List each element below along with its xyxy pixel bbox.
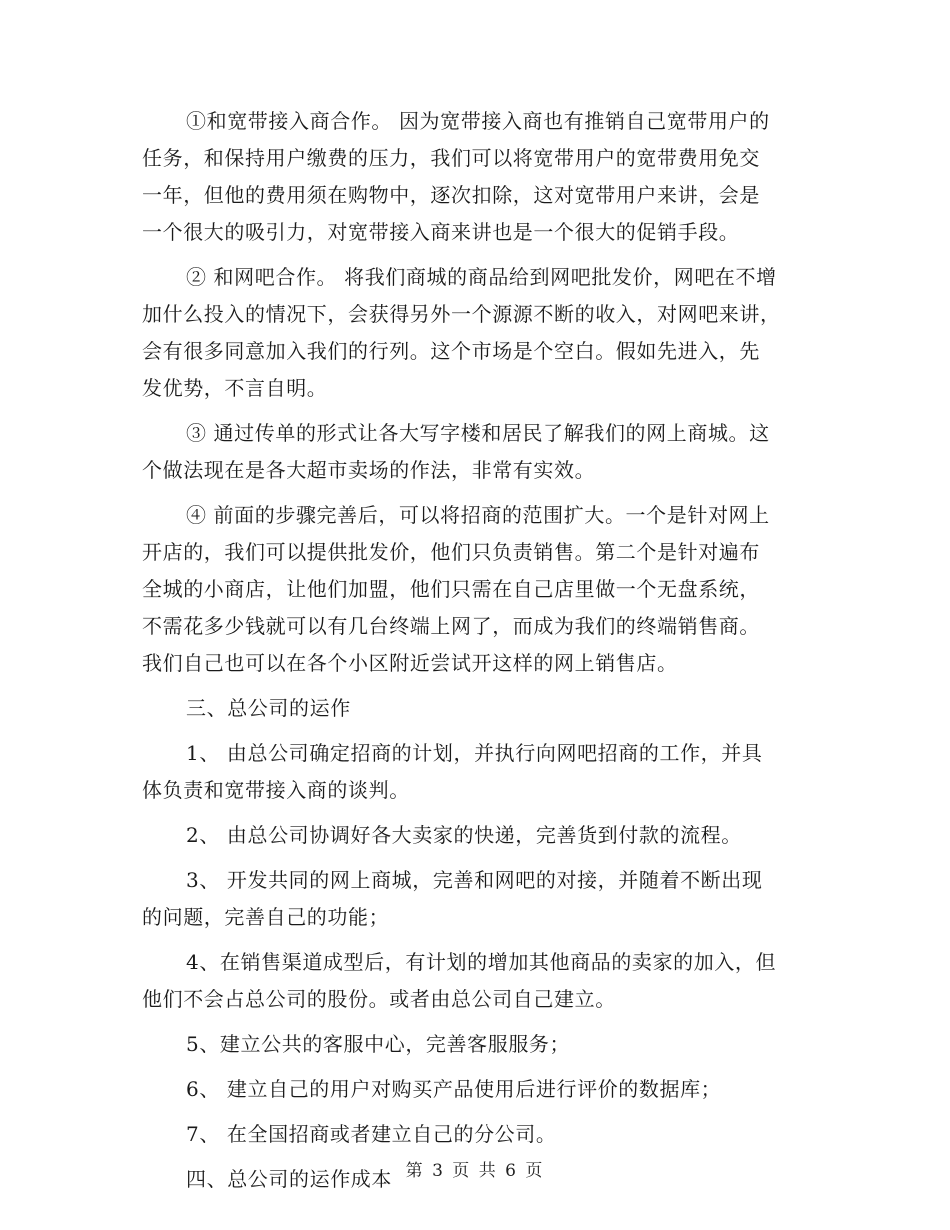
text-line: 一年，但他的费用须在购物中，逐次扣除，这对宽带用户来讲，会是 bbox=[142, 183, 760, 207]
text-line: 开店的，我们可以提供批发价，他们只负责销售。第二个是针对遍布 bbox=[142, 540, 760, 564]
section-heading-operations: 三、总公司的运作 bbox=[186, 696, 351, 720]
text-line: 3、 开发共同的网上商城，完善和网吧的对接，并随着不断出现 bbox=[186, 868, 763, 892]
paragraph-broadband-cooperation bbox=[142, 103, 814, 251]
list-item bbox=[142, 944, 814, 1018]
text-line: 发优势，不言自明。 bbox=[142, 376, 328, 400]
document-body bbox=[142, 103, 814, 1198]
text-line: 体负责和宽带接入商的谈判。 bbox=[142, 778, 410, 802]
text-line: ①和宽带接入商合作。 因为宽带接入商也有推销自己宽带用户的 bbox=[186, 109, 770, 133]
list-item bbox=[142, 735, 814, 809]
text-line: 2、 由总公司协调好各大卖家的快递，完善货到付款的流程。 bbox=[186, 823, 742, 847]
page-number-footer: 第 3 页 共 6 页 bbox=[405, 1161, 545, 1181]
list-item bbox=[142, 817, 814, 854]
text-line: 不需花多少钱就可以有几台终端上网了，而成为我们的终端销售商。 bbox=[142, 614, 760, 638]
paragraph-flyer-promotion bbox=[142, 415, 814, 489]
text-line: 个做法现在是各大超市卖场的作法，非常有实效。 bbox=[142, 458, 596, 482]
list-item bbox=[142, 1116, 814, 1153]
text-line: ② 和网吧合作。 将我们商城的商品给到网吧批发价，网吧在不增 bbox=[186, 265, 777, 289]
text-line: 会有很多同意加入我们的行列。这个市场是个空白。假如先进入，先 bbox=[142, 339, 760, 363]
text-line: 他们不会占总公司的股份。或者由总公司自己建立。 bbox=[142, 987, 616, 1011]
text-line: 的问题，完善自己的功能； bbox=[142, 905, 390, 929]
list-item bbox=[142, 1026, 814, 1063]
text-line: ③ 通过传单的形式让各大写字楼和居民了解我们的网上商城。这 bbox=[186, 421, 770, 445]
text-line: 1、 由总公司确定招商的计划，并执行向网吧招商的工作，并具 bbox=[186, 741, 763, 765]
text-line: 一个很大的吸引力，对宽带接入商来讲也是一个很大的促销手段。 bbox=[142, 220, 740, 244]
text-line: 6、 建立自己的用户对购买产品使用后进行评价的数据库； bbox=[186, 1077, 722, 1101]
text-line: ④ 前面的步骤完善后，可以将招商的范围扩大。一个是针对网上 bbox=[186, 503, 770, 527]
text-line: 加什么投入的情况下，会获得另外一个源源不断的收入，对网吧来讲， bbox=[142, 302, 781, 326]
paragraph-expansion bbox=[142, 497, 814, 682]
text-line: 全城的小商店，让他们加盟，他们只需在自己店里做一个无盘系统， bbox=[142, 577, 760, 601]
section-heading-operating-cost: 四、总公司的运作成本 bbox=[186, 1167, 392, 1191]
text-line: 我们自己也可以在各个小区附近尝试开这样的网上销售店。 bbox=[142, 651, 678, 675]
list-item bbox=[142, 862, 814, 936]
text-line: 7、 在全国招商或者建立自己的分公司。 bbox=[186, 1122, 557, 1146]
paragraph-netcafe-cooperation bbox=[142, 259, 814, 407]
text-line: 5、建立公共的客服中心，完善客服服务； bbox=[186, 1032, 571, 1056]
list-item bbox=[142, 1071, 814, 1108]
text-line: 任务，和保持用户缴费的压力，我们可以将宽带用户的宽带费用免交 bbox=[142, 146, 760, 170]
text-line: 4、在销售渠道成型后，有计划的增加其他商品的卖家的加入，但 bbox=[186, 950, 777, 974]
